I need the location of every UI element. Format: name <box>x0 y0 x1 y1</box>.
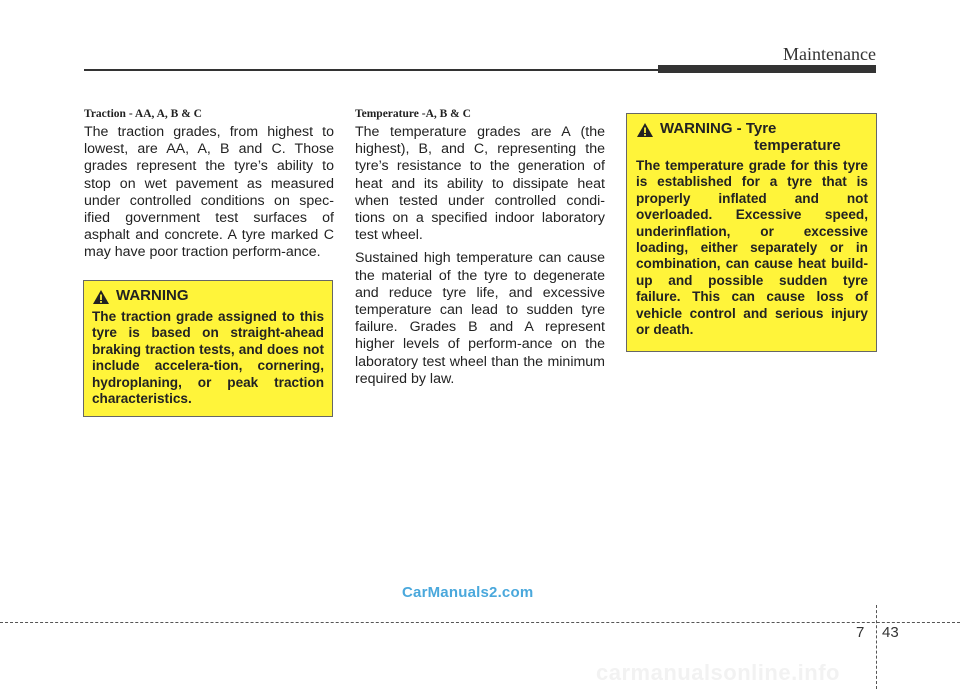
temperature-warning-title-line2: temperature <box>754 137 841 154</box>
page-number: 43 <box>882 624 899 641</box>
traction-warning-text: The traction grade assigned to this tyre is based on straight-ahead braking traction tests, and does not include accelera-tion, cornering, hydroplaning, or peak traction characteristics. <box>92 309 324 407</box>
traction-warning-box <box>83 280 333 417</box>
temperature-heading: Temperature -A, B & C <box>355 108 471 120</box>
site-watermark: carmanualsonline.info <box>596 660 840 685</box>
watermark-link[interactable]: CarManuals2.com <box>402 584 534 601</box>
traction-paragraph: The traction grades, from highest to lowest, are AA, A, B and C. Those grades represent the tyre’s ability to stop on wet pavement as measured under controlled conditions on spec-ified government test surfaces of asphalt and concrete. A tyre marked C may have poor traction perform-ance. <box>84 124 334 261</box>
temperature-warning-title-line1: WARNING - Tyre <box>660 120 777 137</box>
warning-triangle-icon <box>636 122 654 138</box>
temperature-warning-box <box>626 113 877 352</box>
footer-vertical-divider <box>876 605 877 689</box>
section-title: Maintenance <box>783 44 876 64</box>
temperature-warning-header <box>636 120 868 154</box>
warning-triangle-icon <box>92 289 110 305</box>
chapter-number: 7 <box>856 624 865 641</box>
traction-column <box>84 108 334 268</box>
traction-warning-title: WARNING <box>116 287 189 304</box>
temperature-column <box>355 108 605 394</box>
traction-warning-header <box>92 287 324 305</box>
temperature-paragraph-1: The temperature grades are A (the highest), B, and C, representing the tyre’s resistance to the generation of heat and its ability to dissipate heat when tested under controlled condi-tions on a specified indoor laboratory test wheel. <box>355 124 605 244</box>
temperature-warning-text: The temperature grade for this tyre is established for a tyre that is properly inflated and not overloaded. Excessive speed, underinflation, or excessive loading, either separately or in combination, can cause heat build-up and possible sudden tyre failure. This can cause loss of vehicle control and serious injury or death. <box>636 158 868 338</box>
temperature-warning-title <box>660 120 841 154</box>
footer-divider <box>0 622 960 623</box>
header-rule-thin <box>84 69 664 71</box>
header-rule-thick <box>658 65 876 73</box>
temperature-paragraph-2: Sustained high temperature can cause the material of the tyre to degenerate and reduce tyre life, and excessive temperature can lead to sudden tyre failure. Grades B and A represent higher levels of perform-ance on the laboratory test wheel than the minimum required by law. <box>355 250 605 387</box>
traction-heading: Traction - AA, A, B & C <box>84 108 202 120</box>
